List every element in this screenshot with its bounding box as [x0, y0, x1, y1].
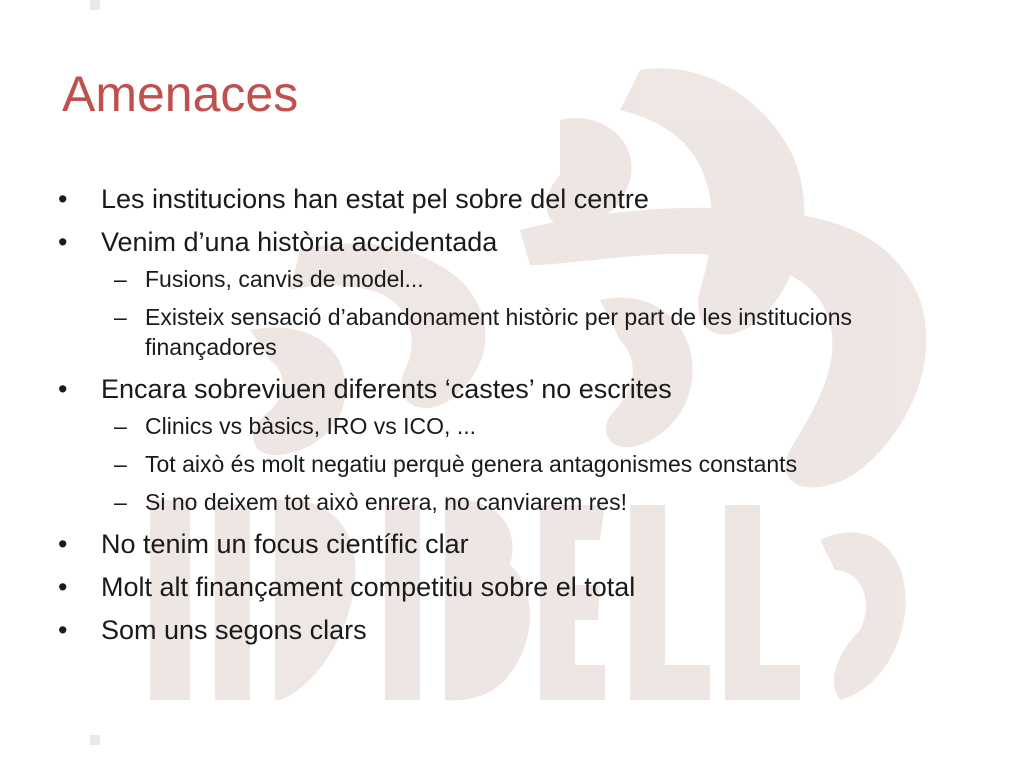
dash-marker: – — [114, 304, 127, 330]
bullet-marker: • — [58, 615, 68, 645]
sub-bullet-item — [58, 264, 988, 294]
bullet-item — [58, 180, 988, 218]
bullet-item — [58, 525, 988, 563]
sub-bullet-text: Tot això és molt negatiu perquè genera antagonismes constants — [145, 451, 798, 477]
bullet-item — [58, 568, 988, 606]
bullet-item — [58, 611, 988, 649]
dash-marker: – — [114, 451, 127, 477]
sub-bullet-text: Existeix sensació d’abandonament històric per part de les institucions finançadores — [145, 304, 852, 360]
bullet-marker: • — [58, 572, 68, 602]
sub-bullet-item — [58, 487, 988, 517]
sub-bullet-text: Fusions, canvis de model... — [145, 266, 424, 292]
bullet-item — [58, 370, 988, 408]
bullet-marker: • — [58, 184, 68, 214]
bullet-marker: • — [58, 529, 68, 559]
bullet-text: Molt alt finançament competitiu sobre el total — [101, 572, 636, 602]
bullet-text: Som uns segons clars — [101, 615, 367, 645]
bullet-item — [58, 223, 988, 261]
sub-bullet-text: Si no deixem tot això enrera, no canviarem res! — [145, 489, 627, 515]
bullet-text: Encara sobreviuen diferents ‘castes’ no escrites — [101, 374, 672, 404]
bullet-marker: • — [58, 374, 68, 404]
sub-bullet-text: Clinics vs bàsics, IRO vs ICO, ... — [145, 413, 476, 439]
sub-bullet-item — [58, 411, 988, 441]
dash-marker: – — [114, 489, 127, 515]
slide-title: Amenaces — [62, 66, 299, 122]
sub-bullet-item — [58, 449, 988, 479]
bullet-text: No tenim un focus científic clar — [101, 529, 469, 559]
bullet-marker: • — [58, 227, 68, 257]
dash-marker: – — [114, 266, 127, 292]
dash-marker: – — [114, 413, 127, 439]
bullet-list — [58, 180, 988, 654]
bullet-text: Venim d’una història accidentada — [101, 227, 498, 257]
bullet-text: Les institucions han estat pel sobre del centre — [101, 184, 649, 214]
sub-bullet-item — [58, 302, 988, 362]
